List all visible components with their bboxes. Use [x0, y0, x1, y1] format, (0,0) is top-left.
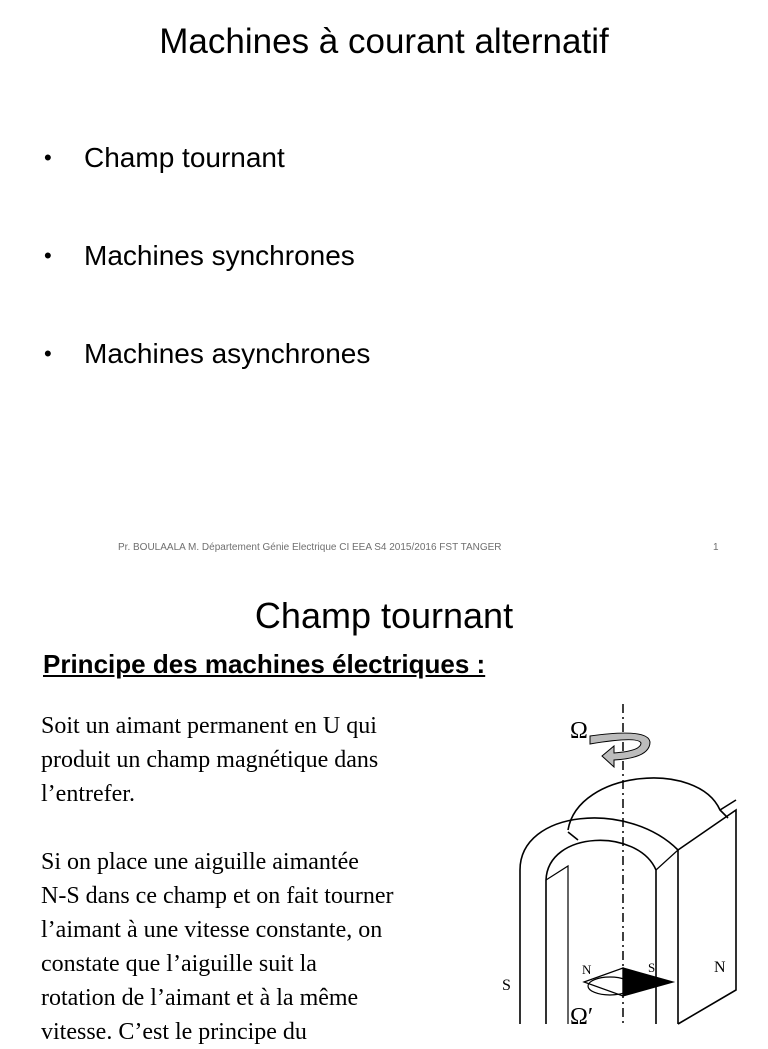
magnet-figure	[498, 700, 748, 1030]
omega-prime-label: Ω′	[570, 1004, 594, 1030]
section-heading: Principe des machines électriques :	[43, 649, 486, 679]
needle-s-label: S	[648, 960, 656, 975]
slide-footer: Pr. BOULAALA M. Département Génie Electrique CI EEA S4 2015/2016 FST TANGER	[118, 542, 502, 553]
magnetic-needle-icon	[584, 968, 673, 996]
u-magnet-diagram	[498, 700, 748, 1030]
magnet-right-leg	[678, 810, 736, 1024]
bullet-dot-icon: •	[44, 145, 52, 170]
bullet-item	[44, 240, 355, 272]
paragraph: Soit un aimant permanent en U qui produit un champ magnétique dans l’entrefer.	[41, 713, 379, 807]
bullet-dot-icon: •	[44, 243, 52, 268]
bullet-dot-icon: •	[44, 341, 52, 366]
bullet-text: Machines asynchrones	[84, 338, 371, 369]
slide-2	[0, 575, 768, 1045]
needle-n-label: N	[582, 962, 592, 977]
paragraph: Si on place une aiguille aimantée N-S dans ce champ et on fait tourner l’aimant à une vitesse constante, on constate que l’aiguille suit la rotation de l’aimant et à la même vitesse. C’est le principe du	[41, 849, 394, 1045]
slide-title: Machines à courant alternatif	[159, 22, 609, 61]
rotation-arrow-icon	[590, 733, 650, 767]
slide-title: Champ tournant	[254, 595, 514, 636]
magnet-front-outer	[520, 818, 678, 1024]
bullet-text: Machines synchrones	[84, 240, 355, 271]
bullet-text: Champ tournant	[84, 142, 285, 173]
magnet-front-inner	[546, 840, 656, 1024]
page-number: 1	[713, 542, 719, 553]
bullet-item	[44, 142, 285, 174]
magnet-left-leg	[546, 866, 568, 1024]
magnet-back-arch	[568, 778, 728, 830]
omega-label: Ω	[570, 718, 588, 744]
magnet-pole-s: S	[502, 977, 511, 994]
magnet-pole-n: N	[714, 959, 726, 976]
bullet-item	[44, 338, 370, 370]
